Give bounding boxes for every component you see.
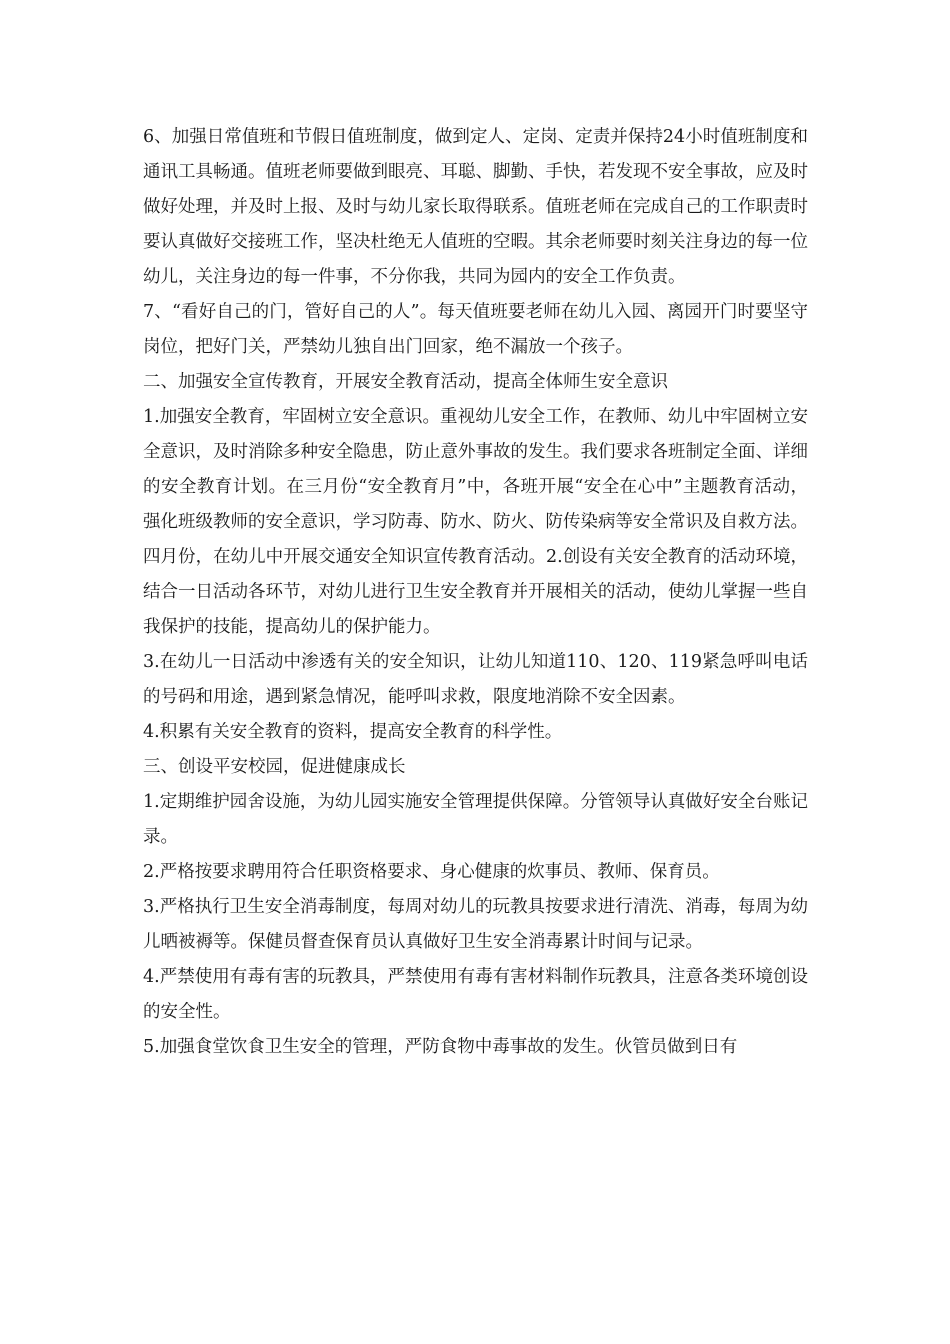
document-body (143, 120, 808, 1065)
paragraph-safety-awareness: 1.加强安全教育，牢固树立安全意识。重视幼儿安全工作，在教师、幼儿中牢固树立安全意识，及时消除多种安全隐患，防止意外事故的发生。我们要求各班制定全面、详细的安全教育计划。在三月份“安全教育月”中，各班开展“安全在心中”主题教育活动，强化班级教师的安全意识，学习防毒、防水、防火、防传染病等安全常识及自救方法。四月份，在幼儿中开展交通安全知识宣传教育活动。2.创设有关安全教育的活动环境，结合一日活动各环节，对幼儿进行卫生安全教育并开展相关的活动，使幼儿掌握一些自我保护的技能，提高幼儿的保护能力。 (143, 407, 808, 637)
paragraph-staff-hiring: 2.严格按要求聘用符合任职资格要求、身心健康的炊事员、教师、保育员。 (143, 862, 720, 882)
paragraph-emergency-numbers: 3.在幼儿一日活动中渗透有关的安全知识，让幼儿知道110、120、119紧急呼叫电话的号码和用途，遇到紧急情况，能呼叫求救，限度地消除不安全因素。 (143, 652, 808, 707)
section-heading-safe-campus: 三、创设平安校园，促进健康成长 (143, 757, 406, 777)
paragraph-duty-system: 6、加强日常值班和节假日值班制度，做到定人、定岗、定责并保持24小时值班制度和通讯工具畅通。值班老师要做到眼亮、耳聪、脚勤、手快，若发现不安全事故，应及时做好处理，并及时上报、及时与幼儿家长取得联系。值班老师在完成自己的工作职责时要认真做好交接班工作，坚决杜绝无人值班的空暇。其余老师要时刻关注身边的每一位幼儿，关注身边的每一件事，不分你我，共同为园内的安全工作负责。 (143, 127, 808, 287)
paragraph-food-safety: 5.加强食堂饮食卫生安全的管理，严防食物中毒事故的发生。伙管员做到日有 (143, 1037, 738, 1057)
paragraph-toy-safety: 4.严禁使用有毒有害的玩教具，严禁使用有毒有害材料制作玩教具，注意各类环境创设的安全性。 (143, 967, 808, 1022)
paragraph-education-materials: 4.积累有关安全教育的资料，提高安全教育的科学性。 (143, 722, 563, 742)
paragraph-disinfection: 3.严格执行卫生安全消毒制度，每周对幼儿的玩教具按要求进行清洗、消毒，每周为幼儿晒被褥等。保健员督查保育员认真做好卫生安全消毒累计时间与记录。 (143, 897, 808, 952)
paragraph-gate-watch: 7、“看好自己的门，管好自己的人”。每天值班要老师在幼儿入园、离园开门时要坚守岗位，把好门关，严禁幼儿独自出门回家，绝不漏放一个孩子。 (143, 302, 808, 357)
paragraph-facility-maintenance: 1.定期维护园舍设施，为幼儿园实施安全管理提供保障。分管领导认真做好安全台账记录。 (143, 792, 808, 847)
section-heading-safety-education: 二、加强安全宣传教育，开展安全教育活动，提高全体师生安全意识 (143, 372, 668, 392)
